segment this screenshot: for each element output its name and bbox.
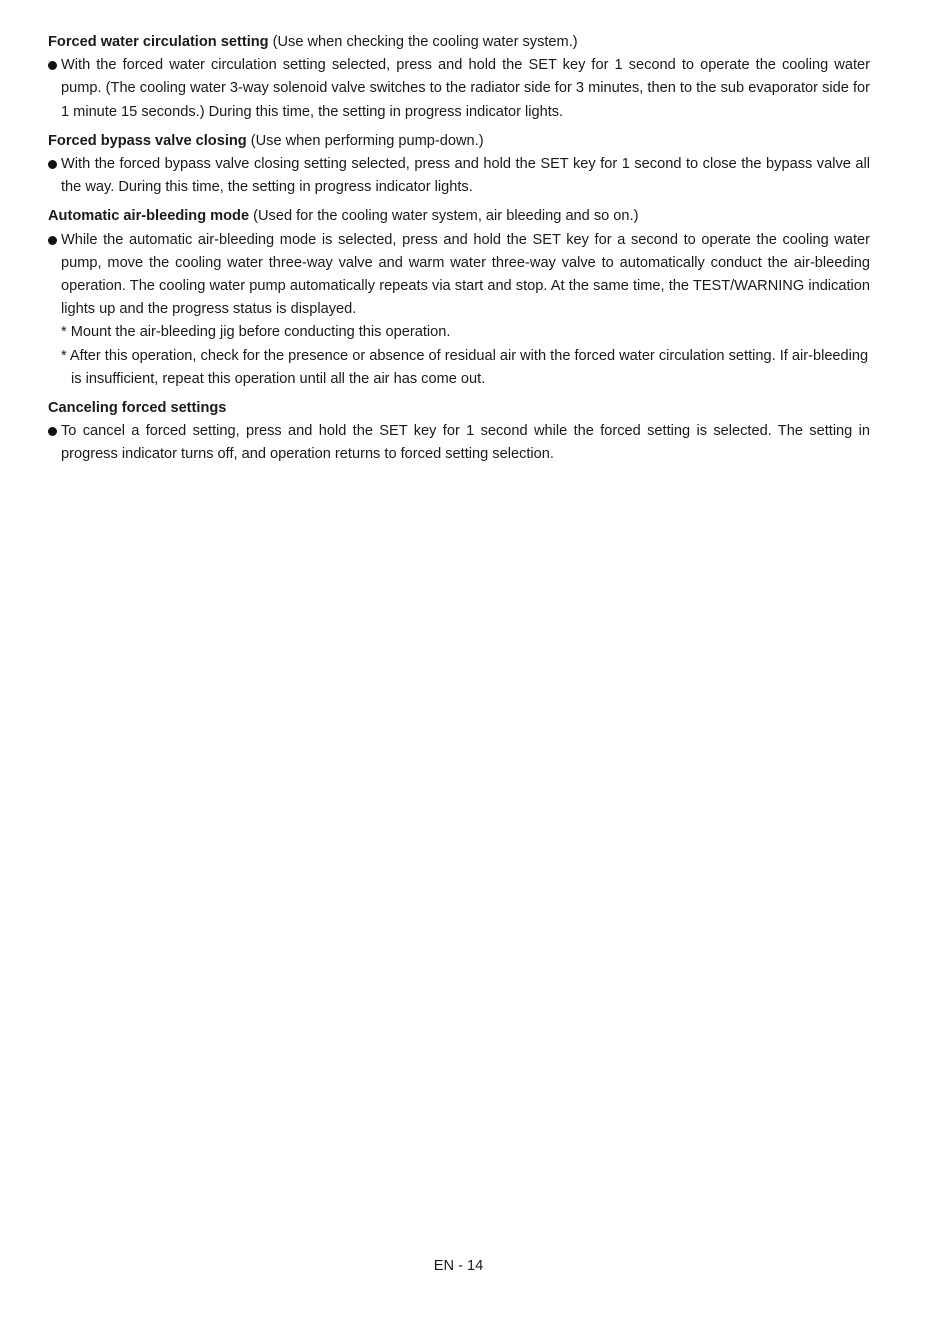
bullet-dot-icon <box>48 160 57 169</box>
bullet-dot-icon <box>48 236 57 245</box>
section-heading: Canceling forced settings <box>48 400 227 417</box>
section-forced-water-circulation <box>48 31 870 124</box>
section-subheading: (Use when checking the cooling water system.) <box>268 34 578 50</box>
section-title-line <box>48 31 870 54</box>
bullet-item <box>48 229 870 322</box>
bullet-dot-icon <box>48 427 57 436</box>
page-number: EN - 14 <box>433 1258 484 1274</box>
section-heading: Forced bypass valve closing <box>48 132 247 149</box>
section-title-line <box>48 130 870 153</box>
section-subheading: (Use when performing pump-down.) <box>246 132 484 149</box>
bullet-text: With the forced bypass valve closing setting selected, press and hold the SET key for 1 second to close the bypass valve all the way. During this time, the setting in progress indicator lights. <box>61 156 870 196</box>
bullet-text: While the automatic air-bleeding mode is selected, press and hold the SET key for a second to operate the cooling water pump, move the cooling water three-way valve and warm water three-way valve to automatically conduct the air-bleeding operation. The cooling water pump automatically repeats via start and stop. At the same time, the TEST/WARNING indication lights up and the progress status is displayed. <box>61 231 870 318</box>
bullet-item <box>48 54 870 124</box>
section-title-line <box>48 397 870 420</box>
bullet-text: With the forced water circulation setting selected, press and hold the SET key for 1 second to operate the cooling water pump. (The cooling water 3-way solenoid valve switches to the radiator side for 3 minutes, then to the sub evaporator side for 1 minute 15 seconds.) During this time, the setting in progress indicator lights. <box>61 57 870 120</box>
section-heading: Automatic air-bleeding mode <box>48 208 250 225</box>
section-heading: Forced water circulation setting <box>48 34 269 50</box>
bullet-item <box>48 420 870 466</box>
note-mount-jig: * Mount the air-bleeding jig before conducting this operation. <box>61 324 451 341</box>
section-subheading: (Used for the cooling water system, air bleeding and so on.) <box>249 208 639 225</box>
manual-content <box>48 31 870 473</box>
note-check-residual-air: * After this operation, check for the presence or absence of residual air with the forced water circulation setting. If air-bleeding is insufficient, repeat this operation until all the air has come out. <box>61 347 869 387</box>
bullet-text: To cancel a forced setting, press and hold the SET key for 1 second while the forced setting is selected. The setting in progress indicator turns off, and operation returns to forced setting selection. <box>61 423 870 463</box>
section-forced-bypass-valve-closing <box>48 130 870 200</box>
section-canceling-forced-settings <box>48 397 870 467</box>
bullet-item <box>48 153 870 199</box>
bullet-dot-icon <box>48 61 57 70</box>
section-automatic-air-bleeding-mode <box>48 205 870 391</box>
section-title-line <box>48 205 870 228</box>
